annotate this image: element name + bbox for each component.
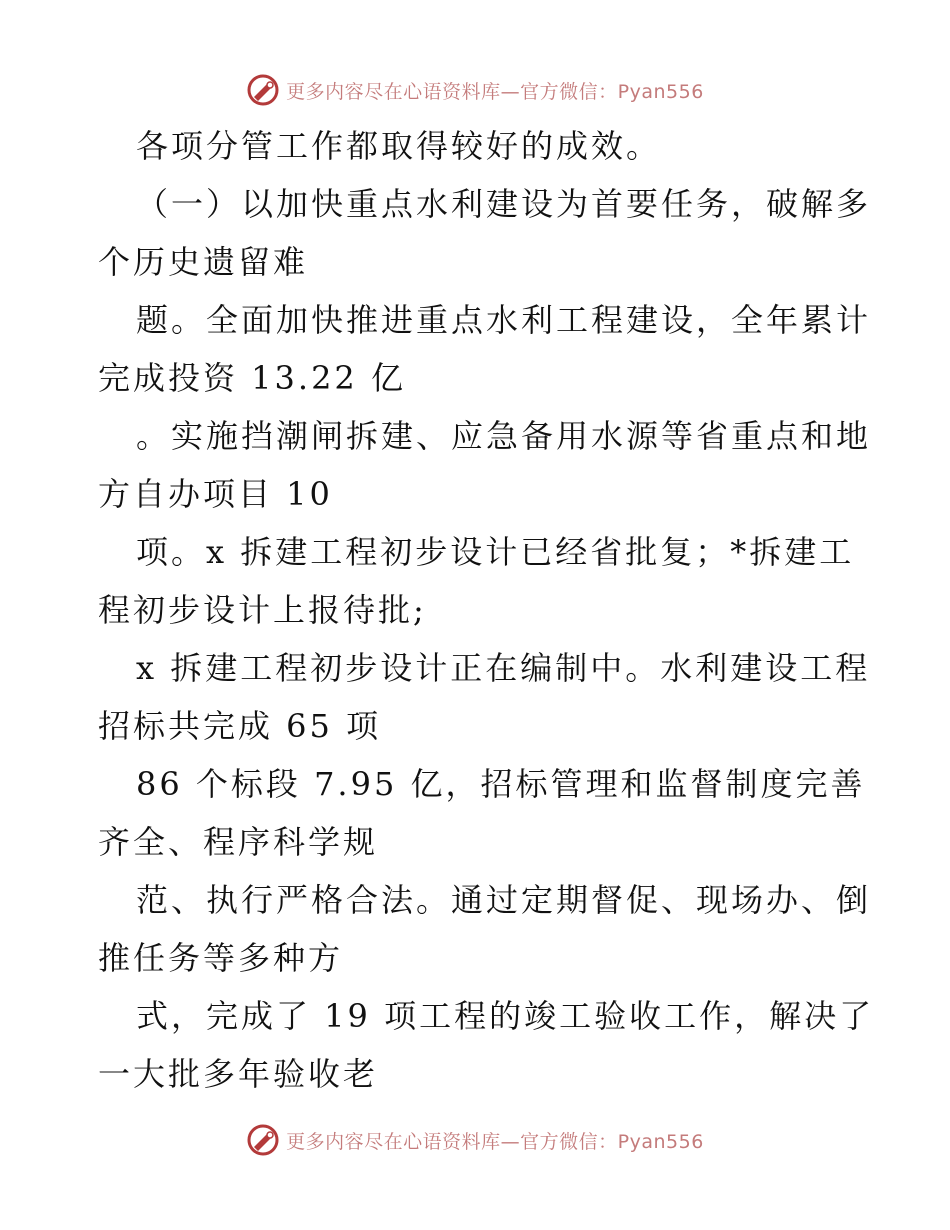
body-line: 完成投资 13.22 亿 [98, 359, 406, 397]
footer-watermark-text: 更多内容尽在心语资料库—官方微信：Pyan556 [286, 1130, 704, 1153]
body-line: （一）以加快重点水利建设为首要任务，破解多 [136, 185, 872, 223]
logo-icon [246, 73, 280, 107]
body-line: 各项分管工作都取得较好的成效。 [136, 127, 662, 165]
body-line: 项。x 拆建工程初步设计已经省批复；*拆建工 [136, 533, 855, 571]
body-line: 范、执行严格合法。通过定期督促、现场办、倒 [136, 881, 872, 919]
header-watermark [0, 70, 950, 110]
body-line: 式，完成了 19 项工程的竣工验收工作，解决了 [136, 997, 875, 1035]
header-watermark-text: 更多内容尽在心语资料库—官方微信：Pyan556 [286, 80, 704, 103]
body-line: 86 个标段 7.95 亿，招标管理和监督制度完善 [136, 765, 866, 803]
body-line: 一大批多年验收老 [98, 1055, 379, 1093]
body-line: x 拆建工程初步设计正在编制中。水利建设工程 [136, 649, 871, 687]
body-line: 。实施挡潮闸拆建、应急备用水源等省重点和地 [136, 417, 872, 455]
body-line: 程初步设计上报待批; [98, 591, 427, 629]
body-line: 齐全、程序科学规 [98, 823, 379, 861]
body-line: 推任务等多种方 [98, 939, 344, 977]
body-line: 招标共完成 65 项 [98, 707, 382, 745]
body-line: 题。全面加快推进重点水利工程建设，全年累计 [136, 301, 872, 339]
footer-watermark [0, 1120, 950, 1160]
logo-icon [246, 1123, 280, 1157]
body-line: 方自办项目 10 [98, 475, 333, 513]
body-line: 个历史遗留难 [98, 243, 309, 281]
